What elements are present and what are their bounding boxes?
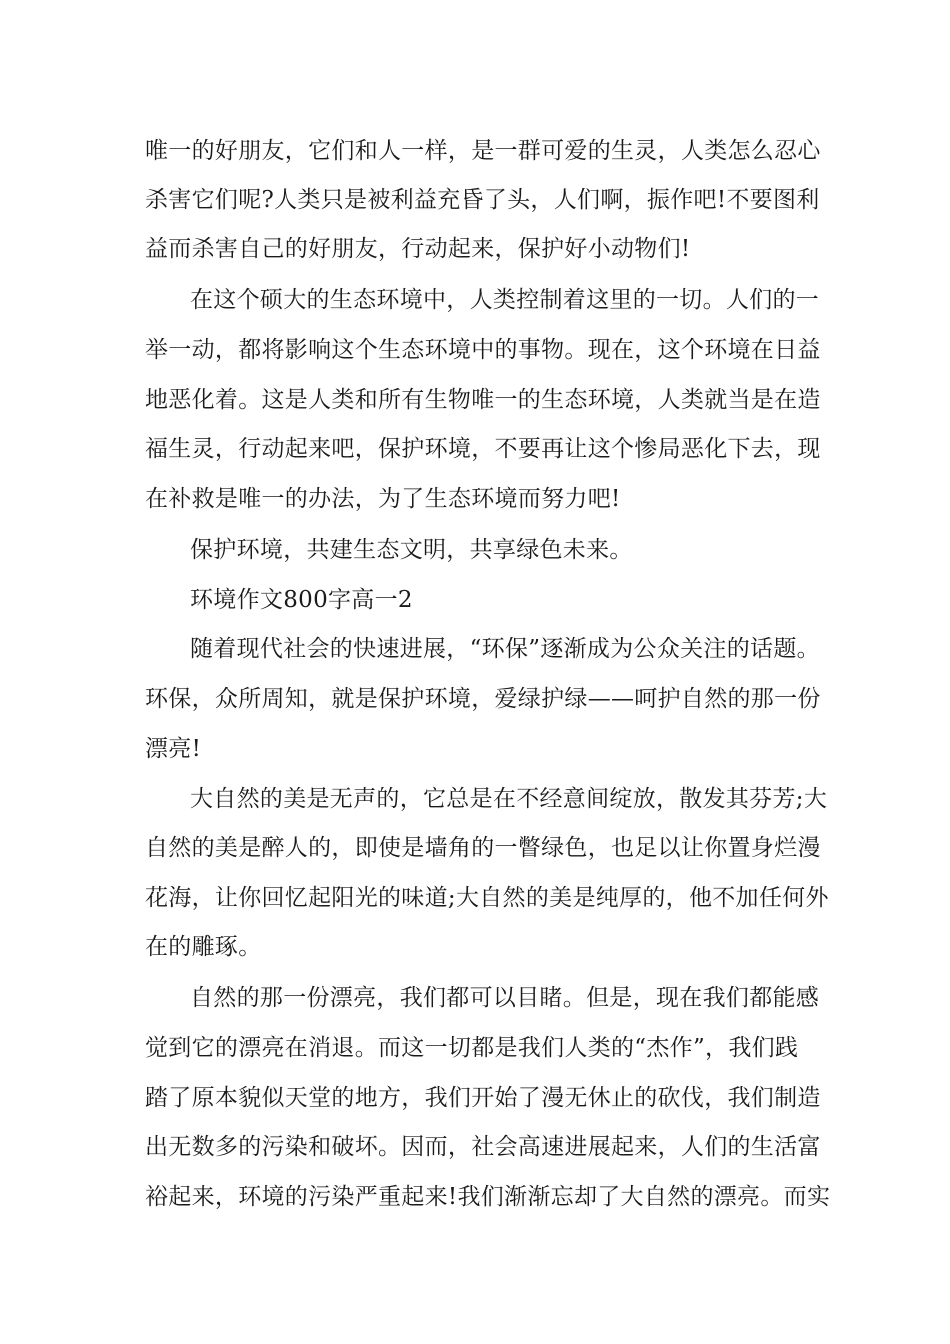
text-line: 出无数多的污染和破坏。因而，社会高速进展起来，人们的生活富	[145, 1134, 821, 1160]
text-line: 杀害它们呢?人类只是被利益充昏了头，人们啊，振作吧!不要图利	[145, 187, 820, 213]
text-line: 益而杀害自己的好朋友，行动起来，保护好小动物们!	[145, 236, 691, 262]
text-line: 裕起来，环境的污染严重起来!我们渐渐忘却了大自然的漂亮。而实	[145, 1184, 831, 1210]
text-line: 漂亮!	[145, 736, 202, 762]
text-line: 踏了原本貌似天堂的地方，我们开始了漫无休止的砍伐，我们制造	[145, 1085, 821, 1111]
text-line: 在补救是唯一的办法，为了生态环境而努力吧!	[145, 486, 621, 512]
text-line: 自然的那一份漂亮，我们都可以目睹。但是，现在我们都能感	[190, 985, 820, 1011]
text-line: 随着现代社会的快速进展，“环保”逐渐成为公众关注的话题。	[190, 636, 820, 662]
text-line: 在的雕琢。	[145, 934, 262, 960]
text-line: 环保，众所周知，就是保护环境，爱绿护绿——呵护自然的那一份	[145, 686, 821, 712]
section-heading: 环境作文800字高一2	[190, 587, 413, 613]
text-line: 福生灵，行动起来吧，保护环境，不要再让这个惨局恶化下去，现	[145, 436, 821, 462]
text-line: 觉到它的漂亮在消退。而这一切都是我们人类的“杰作”，我们践	[145, 1035, 799, 1061]
text-line: 地恶化着。这是人类和所有生物唯一的生态环境，人类就当是在造	[145, 387, 821, 413]
text-line: 大自然的美是无声的，它总是在不经意间绽放，散发其芬芳;大	[190, 786, 828, 812]
text-line: 唯一的好朋友，它们和人一样，是一群可爱的生灵，人类怎么忍心	[145, 138, 821, 164]
text-line: 花海，让你回忆起阳光的味道;大自然的美是纯厚的，他不加任何外	[145, 885, 829, 911]
text-line: 举一动，都将影响这个生态环境中的事物。现在，这个环境在日益	[145, 337, 821, 363]
text-line: 在这个硕大的生态环境中，人类控制着这里的一切。人们的一	[190, 287, 820, 313]
text-line: 保护环境，共建生态文明，共享绿色未来。	[190, 537, 633, 563]
text-line: 自然的美是醉人的，即使是墙角的一瞥绿色，也足以让你置身烂漫	[145, 835, 821, 861]
